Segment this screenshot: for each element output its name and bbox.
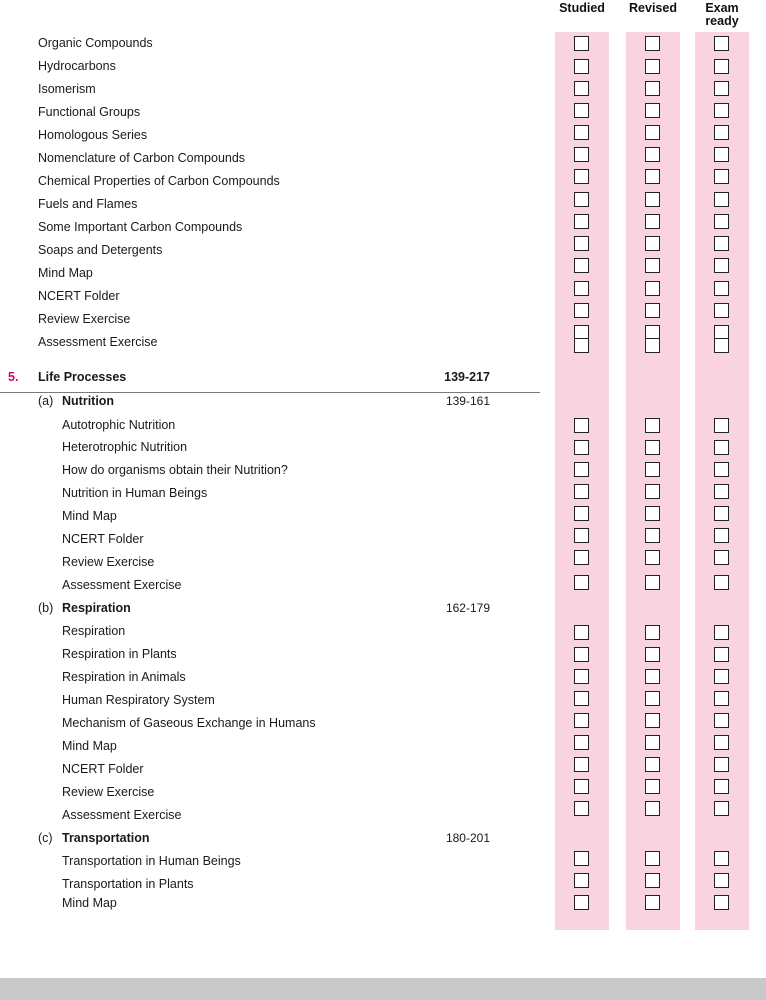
column-header-line: Revised: [629, 1, 677, 15]
checkbox[interactable]: [645, 418, 660, 433]
toc-entry-label: Homologous Series: [38, 128, 148, 142]
checkbox[interactable]: [714, 103, 729, 118]
checkbox[interactable]: [714, 801, 729, 816]
toc-topic-row[interactable]: [0, 486, 540, 508]
toc-entry-label: Autotrophic Nutrition: [62, 418, 176, 432]
checkbox[interactable]: [574, 169, 589, 184]
checkbox[interactable]: [714, 236, 729, 251]
checkbox[interactable]: [645, 338, 660, 353]
checkbox[interactable]: [574, 484, 589, 499]
toc-section-row[interactable]: [0, 394, 540, 416]
toc-entry-label: Respiration in Plants: [62, 647, 177, 661]
checkbox[interactable]: [574, 303, 589, 318]
toc-topic-row[interactable]: [0, 174, 540, 196]
toc-topic-row[interactable]: [0, 532, 540, 554]
toc-entry-label: NCERT Folder: [62, 762, 144, 776]
checkbox[interactable]: [645, 757, 660, 772]
toc-topic-row[interactable]: [0, 59, 540, 81]
checkbox[interactable]: [714, 851, 729, 866]
toc-entry-label: Transportation in Plants: [62, 877, 194, 891]
checkbox[interactable]: [714, 713, 729, 728]
toc-topic-row[interactable]: [0, 220, 540, 242]
checkbox-column-band-exam_ready: [695, 32, 749, 930]
toc-topic-row[interactable]: [0, 896, 540, 918]
checkbox[interactable]: [645, 81, 660, 96]
toc-entry-label: Hydrocarbons: [38, 59, 116, 73]
checkbox[interactable]: [574, 735, 589, 750]
checkbox[interactable]: [574, 103, 589, 118]
checkbox[interactable]: [645, 214, 660, 229]
toc-entry-label: Respiration in Animals: [62, 670, 186, 684]
toc-entry-label: Transportation in Human Beings: [62, 854, 241, 868]
column-header-revised: [617, 2, 689, 15]
checkbox[interactable]: [714, 779, 729, 794]
checkbox[interactable]: [574, 647, 589, 662]
checkbox[interactable]: [714, 214, 729, 229]
checkbox[interactable]: [714, 669, 729, 684]
checkbox[interactable]: [574, 281, 589, 296]
checkbox[interactable]: [645, 169, 660, 184]
toc-topic-row[interactable]: [0, 312, 540, 334]
toc-entry-label: How do organisms obtain their Nutrition?: [62, 463, 288, 477]
toc-entry-label: Review Exercise: [62, 555, 155, 569]
toc-topic-row[interactable]: [0, 243, 540, 265]
toc-topic-row[interactable]: [0, 463, 540, 485]
checkbox[interactable]: [645, 895, 660, 910]
checkbox[interactable]: [714, 550, 729, 565]
toc-entry-label: Some Important Carbon Compounds: [38, 220, 243, 234]
toc-topic-row[interactable]: [0, 266, 540, 288]
toc-entry-label: NCERT Folder: [62, 532, 144, 546]
toc-topic-row[interactable]: [0, 509, 540, 531]
checkbox[interactable]: [574, 147, 589, 162]
checkbox[interactable]: [645, 59, 660, 74]
checkbox[interactable]: [714, 873, 729, 888]
checkbox[interactable]: [574, 81, 589, 96]
checkbox[interactable]: [574, 550, 589, 565]
checkbox[interactable]: [574, 36, 589, 51]
toc-entry-label: Functional Groups: [38, 105, 141, 119]
footer-bar: [0, 978, 766, 1000]
toc-topic-row[interactable]: [0, 440, 540, 462]
checkbox[interactable]: [574, 779, 589, 794]
checkbox[interactable]: [574, 192, 589, 207]
checkbox[interactable]: [574, 506, 589, 521]
checkbox[interactable]: [714, 462, 729, 477]
checkbox[interactable]: [714, 147, 729, 162]
toc-page-range: 139-161: [445, 394, 490, 408]
toc-entry-label: Mind Map: [38, 266, 93, 280]
checkbox[interactable]: [645, 550, 660, 565]
toc-page-range: 139-217: [444, 370, 490, 384]
toc-entry-label: Mind Map: [62, 896, 117, 910]
toc-topic-row[interactable]: [0, 854, 540, 876]
checkbox[interactable]: [645, 528, 660, 543]
toc-section-row[interactable]: [0, 831, 540, 853]
checkbox[interactable]: [645, 691, 660, 706]
toc-page-range: 162-179: [445, 601, 490, 615]
checkbox[interactable]: [574, 528, 589, 543]
checkbox[interactable]: [645, 625, 660, 640]
toc-topic-row[interactable]: [0, 785, 540, 807]
toc-topic-row[interactable]: [0, 36, 540, 58]
checkbox[interactable]: [714, 528, 729, 543]
checkbox[interactable]: [714, 647, 729, 662]
toc-entry-label: Chemical Properties of Carbon Compounds: [38, 174, 280, 188]
checkbox[interactable]: [645, 303, 660, 318]
toc-entry-label: Nutrition in Human Beings: [62, 486, 208, 500]
checkbox[interactable]: [574, 125, 589, 140]
toc-entry-label: Human Respiratory System: [62, 693, 215, 707]
toc-entry-label: Isomerism: [38, 82, 96, 96]
toc-entry-label: Assessment Exercise: [62, 578, 182, 592]
toc-entry-label: Mechanism of Gaseous Exchange in Humans: [62, 716, 316, 730]
checkbox[interactable]: [645, 801, 660, 816]
checkbox[interactable]: [574, 338, 589, 353]
toc-topic-row[interactable]: [0, 716, 540, 738]
checkbox[interactable]: [645, 735, 660, 750]
checkbox[interactable]: [574, 214, 589, 229]
checkbox[interactable]: [645, 779, 660, 794]
toc-entry-label: Soaps and Detergents: [38, 243, 163, 257]
checkbox[interactable]: [714, 418, 729, 433]
toc-entry-label: Respiration: [62, 624, 126, 638]
checkbox[interactable]: [574, 851, 589, 866]
checkbox[interactable]: [714, 281, 729, 296]
checkbox[interactable]: [574, 757, 589, 772]
checkbox[interactable]: [645, 484, 660, 499]
toc-topic-row[interactable]: [0, 670, 540, 692]
checkbox[interactable]: [645, 147, 660, 162]
toc-topic-row[interactable]: [0, 128, 540, 150]
checkbox[interactable]: [645, 281, 660, 296]
toc-topic-row[interactable]: [0, 418, 540, 440]
checkbox[interactable]: [574, 236, 589, 251]
checkbox[interactable]: [574, 713, 589, 728]
toc-topic-row[interactable]: [0, 808, 540, 830]
checkbox[interactable]: [645, 575, 660, 590]
toc-page-range: 180-201: [445, 831, 490, 845]
checkbox[interactable]: [574, 440, 589, 455]
checkbox[interactable]: [574, 625, 589, 640]
checkbox[interactable]: [645, 440, 660, 455]
checkbox[interactable]: [645, 258, 660, 273]
checkbox[interactable]: [714, 192, 729, 207]
toc-topic-row[interactable]: [0, 105, 540, 127]
checkbox[interactable]: [714, 440, 729, 455]
toc-topic-row[interactable]: [0, 578, 540, 600]
checkbox[interactable]: [645, 103, 660, 118]
toc-topic-row[interactable]: [0, 555, 540, 577]
column-header-line: Studied: [559, 1, 605, 15]
checkbox[interactable]: [645, 125, 660, 140]
section-marker: (c): [38, 831, 53, 845]
section-marker: (b): [38, 601, 54, 615]
checkbox[interactable]: [645, 873, 660, 888]
checkbox[interactable]: [714, 625, 729, 640]
toc-topic-row[interactable]: [0, 762, 540, 784]
checkbox[interactable]: [645, 713, 660, 728]
toc-section-row[interactable]: [0, 601, 540, 623]
toc-topic-row[interactable]: [0, 335, 540, 357]
checkbox[interactable]: [645, 462, 660, 477]
checkbox[interactable]: [714, 575, 729, 590]
column-header-exam_ready: [686, 2, 758, 28]
checkbox[interactable]: [714, 895, 729, 910]
checkbox[interactable]: [714, 757, 729, 772]
checkbox[interactable]: [645, 236, 660, 251]
toc-entry-label: Assessment Exercise: [38, 335, 158, 349]
toc-chapter-row[interactable]: [0, 370, 540, 393]
section-marker: (a): [38, 394, 54, 408]
toc-entry-label: Organic Compounds: [38, 36, 153, 50]
checkbox[interactable]: [645, 647, 660, 662]
checkbox[interactable]: [574, 462, 589, 477]
checkbox[interactable]: [574, 59, 589, 74]
toc-topic-row[interactable]: [0, 151, 540, 173]
chapter-number: 5.: [8, 370, 19, 384]
toc-topic-row[interactable]: [0, 739, 540, 761]
checkbox[interactable]: [574, 258, 589, 273]
toc-entry-label: Transportation: [62, 831, 150, 845]
toc-entry-label: Life Processes: [38, 370, 127, 384]
checkbox[interactable]: [574, 669, 589, 684]
toc-topic-row[interactable]: [0, 197, 540, 219]
checkbox[interactable]: [714, 169, 729, 184]
checkbox[interactable]: [714, 59, 729, 74]
toc-topic-row[interactable]: [0, 82, 540, 104]
toc-entry-label: Respiration: [62, 601, 131, 615]
toc-entry-label: Review Exercise: [38, 312, 131, 326]
checkbox[interactable]: [714, 81, 729, 96]
checkbox[interactable]: [714, 691, 729, 706]
checkbox[interactable]: [714, 36, 729, 51]
toc-entry-label: NCERT Folder: [38, 289, 120, 303]
toc-entry-label: Mind Map: [62, 509, 117, 523]
toc-entry-label: Fuels and Flames: [38, 197, 138, 211]
toc-entry-label: Mind Map: [62, 739, 117, 753]
checkbox[interactable]: [574, 418, 589, 433]
toc-entry-label: Heterotrophic Nutrition: [62, 440, 188, 454]
checkbox[interactable]: [714, 506, 729, 521]
toc-topic-row[interactable]: [0, 693, 540, 715]
checkbox[interactable]: [574, 801, 589, 816]
checkbox[interactable]: [574, 575, 589, 590]
toc-topic-row[interactable]: [0, 647, 540, 669]
checkbox[interactable]: [714, 258, 729, 273]
checkbox[interactable]: [714, 735, 729, 750]
column-header-studied: [546, 2, 618, 15]
checkbox[interactable]: [714, 303, 729, 318]
toc-entry-label: Review Exercise: [62, 785, 155, 799]
checkbox[interactable]: [714, 125, 729, 140]
toc-topic-row[interactable]: [0, 624, 540, 646]
checkbox[interactable]: [645, 192, 660, 207]
checkbox[interactable]: [645, 851, 660, 866]
checkbox[interactable]: [645, 506, 660, 521]
checkbox[interactable]: [645, 669, 660, 684]
checkbox-column-band-revised: [626, 32, 680, 930]
toc-entry-label: Assessment Exercise: [62, 808, 182, 822]
checkbox-column-band-studied: [555, 32, 609, 930]
toc-entry-label: Nomenclature of Carbon Compounds: [38, 151, 246, 165]
toc-topic-row[interactable]: [0, 289, 540, 311]
toc-entry-label: Nutrition: [62, 394, 115, 408]
checkbox[interactable]: [714, 338, 729, 353]
checkbox[interactable]: [645, 36, 660, 51]
checkbox[interactable]: [574, 895, 589, 910]
checkbox[interactable]: [714, 484, 729, 499]
column-header-line: Exam: [705, 1, 739, 15]
column-header-line: ready: [705, 14, 739, 28]
checkbox[interactable]: [574, 873, 589, 888]
checkbox[interactable]: [574, 691, 589, 706]
